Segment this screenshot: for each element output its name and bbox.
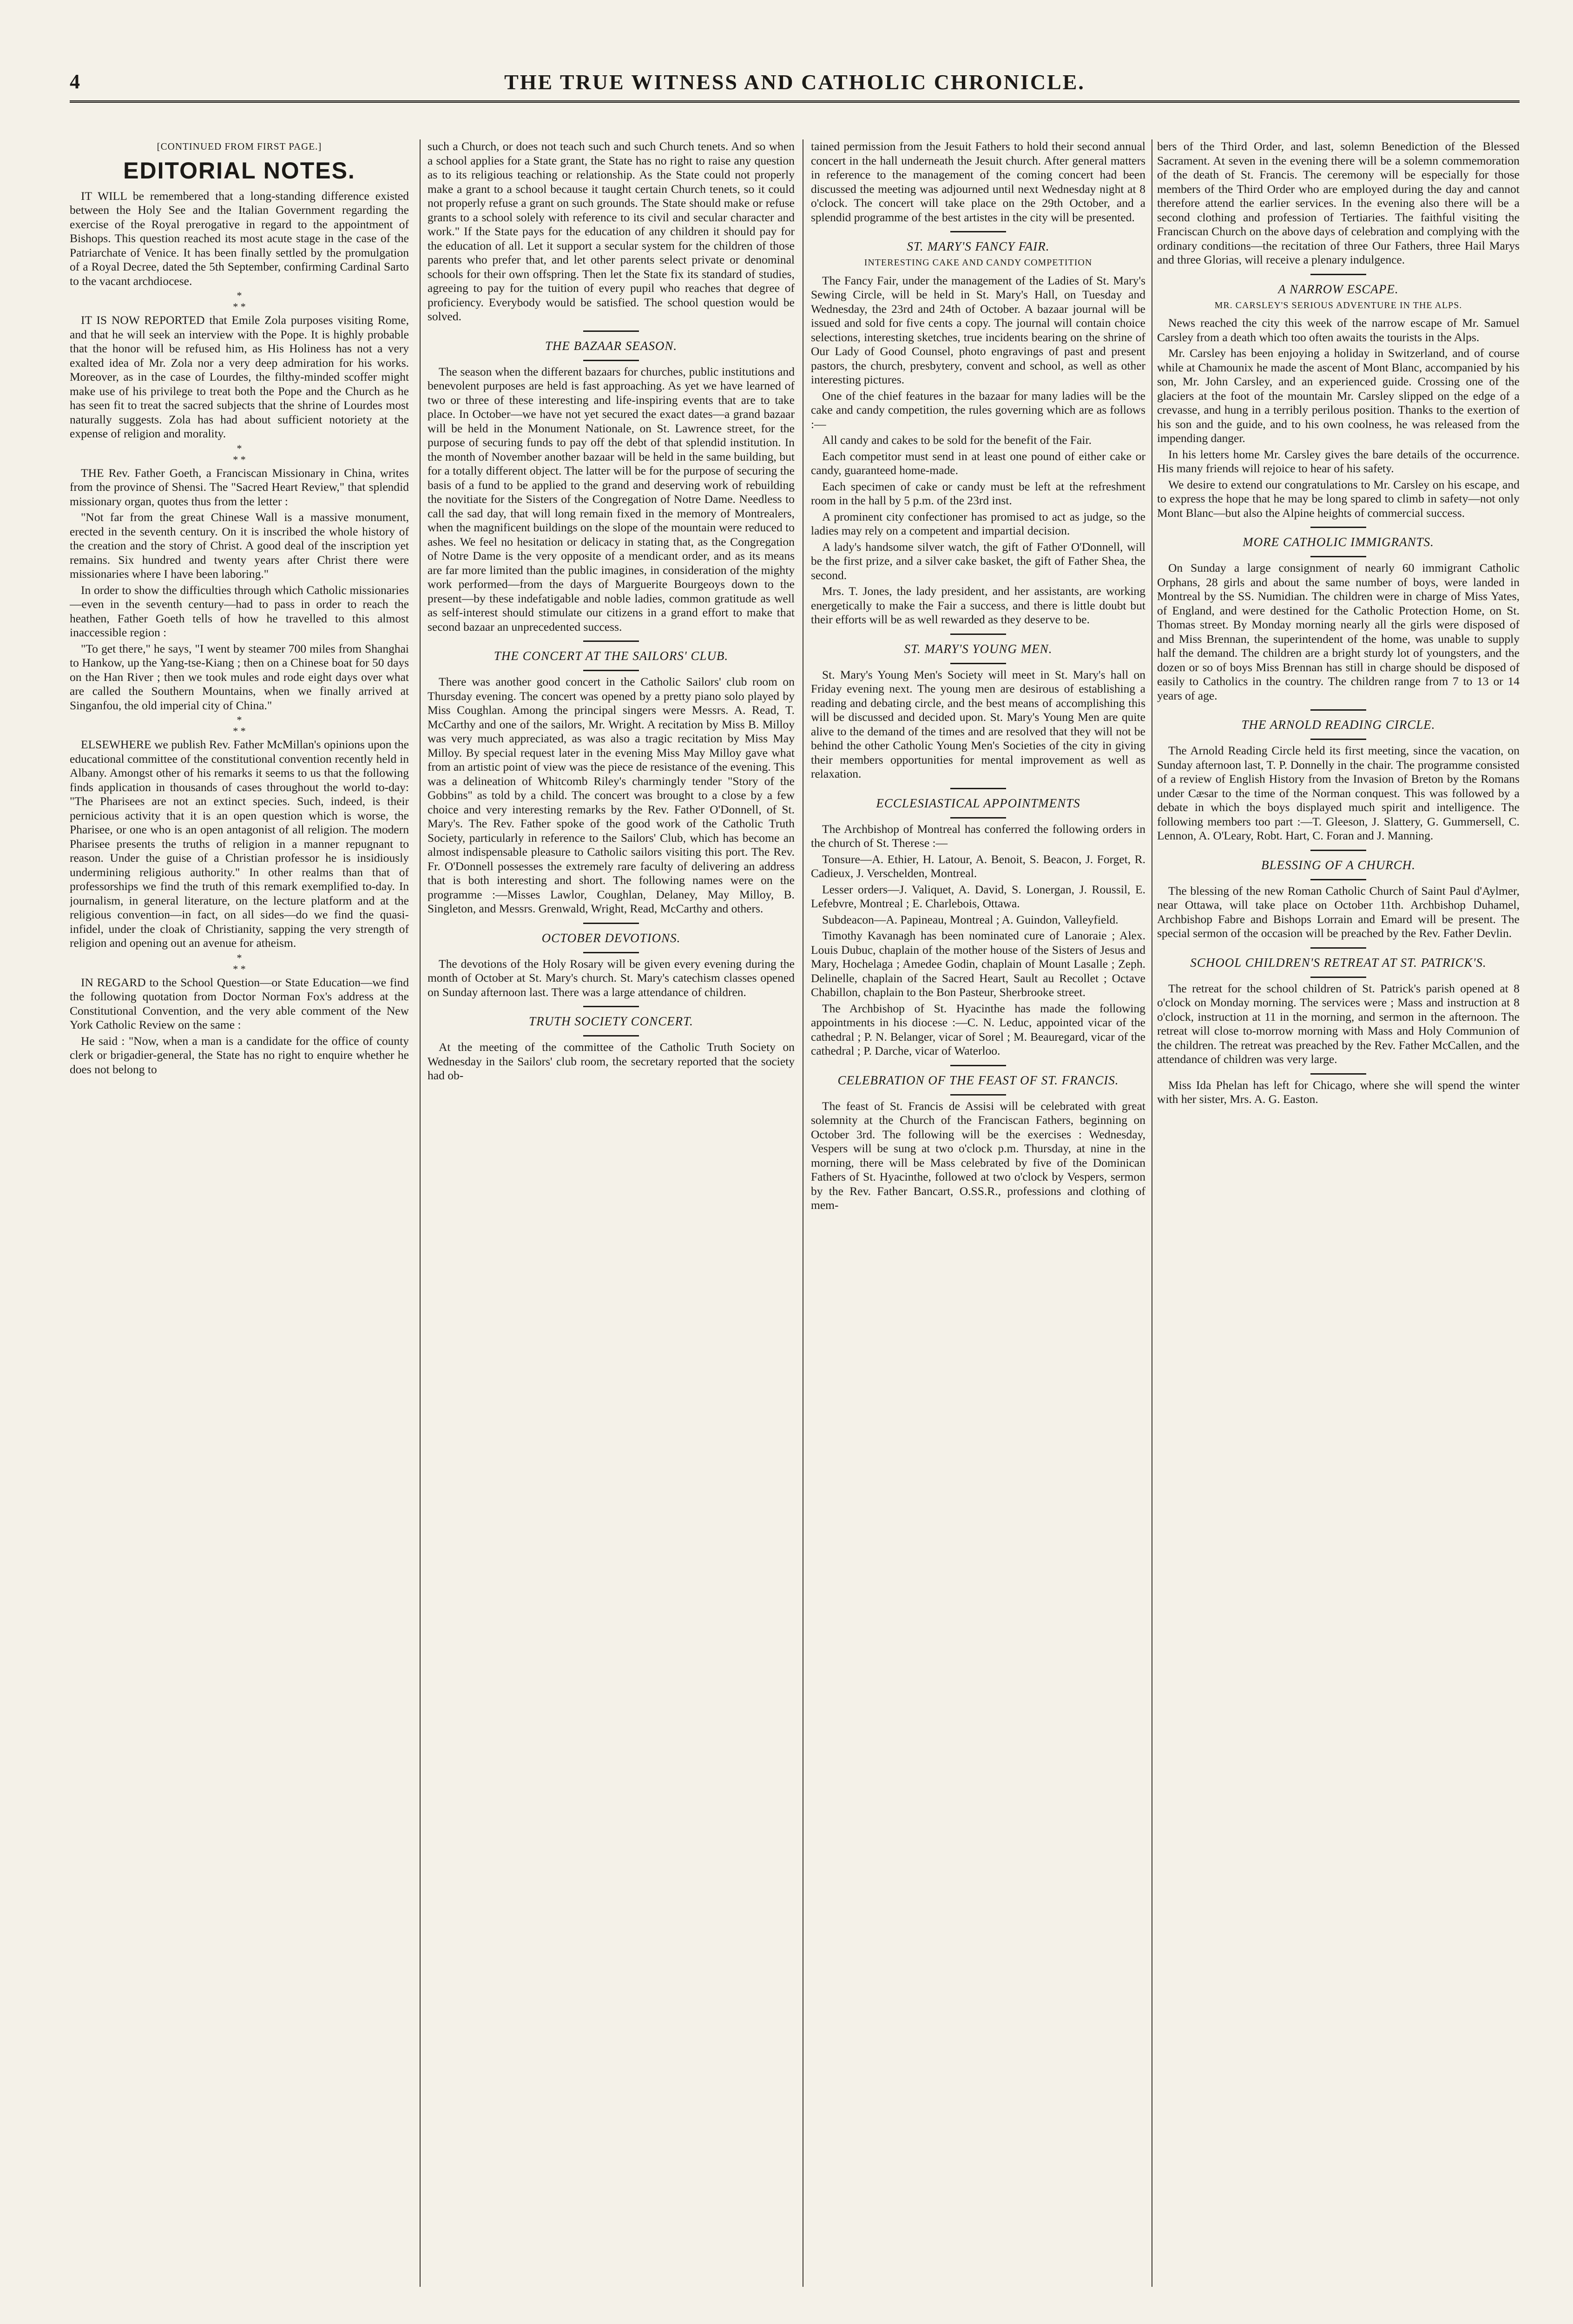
- section-divider: [583, 923, 639, 924]
- paragraph: All candy and cakes to be sold for the benefit of the Fair.: [822, 433, 1092, 447]
- section-divider: [583, 952, 639, 953]
- section-heading: OCTOBER DEVOTIONS.: [541, 931, 681, 945]
- section-heading: THE ARNOLD READING CIRCLE.: [1241, 718, 1435, 732]
- section-heading: TRUTH SOCIETY CONCERT.: [529, 1014, 693, 1028]
- paragraph: IT IS NOW REPORTED that Emile Zola purposes visiting Rome, and that he will seek an interview with the Pope. It is highly probable that the honor will be refused him, as His Holiness has not a very exalted idea of Mr. Zola nor a very deep admiration for his works. Moreover, as in the case of Lourdes, the filthy-minded scoffer might make use of his privilege to treat both the Pope and the Church as he has seen fit to treat the sacred subjects that the shrine of Lourdes most naturally suggests. Zola has had about sufficient notoriety at the expense of religion and morality.: [70, 313, 409, 440]
- paragraph: The Archbishop of St. Hyacinthe has made the following appointments in his diocese :—C. N. Leduc, appointed vicar of the cathedral ; P. N. Belanger, vicar of Sorel ; M. Beauregard, vicar of the cathedral ; P. Darche, vicar of Waterloo.: [811, 1001, 1145, 1057]
- paragraph: such a Church, or does not teach such and such Church tenets. And so when a school applies for a State grant, the State has no right to raise any question as to its religious teaching or relationship. As the State could not properly make a grant to a school because it taught certain Church tenets, so it could not properly refuse a grant on such grounds. The State should make or refuse grants to a school solely with reference to its civil and secular character and work." If the State pays for the education of any children it should pay for the education of all. Let it support a secular system for the children of those parents who prefer that, and let other parents select private or denominal schools for their own offspring. Then let the State fix its standard of studies, agreeing to pay for the tuition of every pupil who reaches that degree of proficiency. Everybody would be satisfied. The school question would be solved.: [428, 139, 795, 323]
- paragraph: Mr. Carsley has been enjoying a holiday in Switzerland, and of course while at Chamounix he made the ascent of Mont Blanc, accompanied by his son, Mr. John Carsley, and an experienced guide. Crossing one of the glaciers at the foot of the mountain Mr. Carsley slipped on the edge of a crevasse, and hung in a terribly perilous position. Thanks to the exertion of his son and the guide, and to his own coolness, he was released from the impending danger.: [1157, 346, 1520, 445]
- paragraph: THE Rev. Father Goeth, a Franciscan Missionary in China, writes from the province of Shensi. The "Sacred Heart Review," that splendid missionary organ, quotes thus from the letter :: [70, 466, 409, 508]
- section-heading: CELEBRATION OF THE FEAST OF ST. FRANCIS.: [837, 1073, 1119, 1087]
- paragraph: bers of the Third Order, and last, solemn Benediction of the Blessed Sacrament. At seven in the evening there will be a solemn commemoration of the death of St. Francis. The ceremony will be especially for those members of the Third Order who are employed during the day and cannot therefore attend the earlier services. In the evening also there will be a second clothing and profession of Tertiaries. The faithful visiting the Franciscan Church on the above days of celebration and complying with the ordinary conditions—the recitation of three Our Fathers, three Hail Marys and three Glorias, will receive a plenary indulgence.: [1157, 139, 1520, 266]
- paragraph: We desire to extend our congratulations to Mr. Carsley on his escape, and to express the hope that he may be long spared to climb in safety—not only Mont Blanc—but also the Alpine heights of commercial success.: [1157, 477, 1520, 520]
- paragraph: Mrs. T. Jones, the lady president, and her assistants, are working energetically to make the Fair a success, and there is little doubt but their efforts will be as well rewarded as they deserve to be.: [811, 584, 1145, 626]
- paragraph: One of the chief features in the bazaar for many ladies will be the cake and candy competition, the rules governing which are as follows :—: [811, 389, 1145, 431]
- asterism: * * *: [233, 951, 246, 975]
- column-2: [428, 139, 795, 2324]
- column-3: [811, 139, 1145, 2324]
- column-4: [1157, 139, 1520, 2324]
- paragraph: Lesser orders—J. Valiquet, A. David, S. Lonergan, J. Roussil, E. Lefebvre, Montreal ; E. Charlebois, Ottawa.: [811, 882, 1145, 910]
- section-divider: [1310, 850, 1366, 851]
- quotation: "To get there," he says, "I went by steamer 700 miles from Shanghai to Hankow, up the Yang-tse-Kiang ; then on a Chinese boat for 50 days on the Han River ; then we took mules and rode eight days over what are called the Southern Mountains, when we finally arrived at Singanfou, the old imperial city of China.": [70, 641, 409, 712]
- masthead: [70, 70, 1520, 102]
- quotation: "Not far from the great Chinese Wall is a massive monument, erected in the seventh century. On it is inscribed the whole history of the creation and the story of Christ. A good deal of the inscription yet remains. Six hundred and twenty years after Christ there were missionaries where I have been laboring.": [70, 510, 409, 581]
- section-heading: BLESSING OF A CHURCH.: [1261, 858, 1415, 872]
- paragraph: News reached the city this week of the narrow escape of Mr. Samuel Carsley from a death which too often awaits the tourists in the Alps.: [1157, 316, 1520, 344]
- paragraph: The feast of St. Francis de Assisi will be celebrated with great solemnity at the Church of the Franciscan Fathers, beginning on October 3rd. The following will be the exercises : Wednesday, Vespers will be sung at two o'clock p.m. Thursday, at nine in the morning, there will be Mass celebrated by five of the Dominican Fathers of St. Hyacinthe, followed at two o'clock by Vespers, sermon by the Rev. Father Bancart, O.SS.R., professions and clothing of mem-: [811, 1099, 1145, 1212]
- paragraph: Each specimen of cake or candy must be left at the refreshment room in the hall by 5 p.m. of the 23rd inst.: [811, 479, 1145, 507]
- paragraph: St. Mary's Young Men's Society will meet in St. Mary's hall on Friday evening next. The young men are desirous of establishing a reading and debating circle, and the best means of accomplishing this will be discussed and decided upon. St. Mary's Young Men are quite alive to the demand of the times and are resolved that they will not be behind the other Catholic Young Men's Societies of the city in giving their members opportunities for mental improvement as well as relaxation.: [811, 667, 1145, 780]
- page-number: 4: [70, 70, 80, 93]
- paragraph: Tonsure—A. Ethier, H. Latour, A. Benoit, S. Beacon, J. Forget, R. Cadieux, J. Verschelden, Montreal.: [811, 852, 1145, 880]
- section-divider: [1310, 947, 1366, 949]
- section-divider: [583, 360, 639, 361]
- paragraph: IN REGARD to the School Question—or State Education—we find the following quotation from Doctor Norman Fox's address at the Constitutional Convention, and the very able comment of the New York Catholic Review on the same :: [70, 975, 409, 1031]
- column-separator: [420, 139, 421, 2287]
- section-subheading: INTERESTING CAKE AND CANDY COMPETITION: [864, 257, 1093, 268]
- section-divider: [1310, 977, 1366, 978]
- section-heading: ECCLESIASTICAL APPOINTMENTS: [876, 796, 1080, 810]
- paragraph: In his letters home Mr. Carsley gives the bare details of the occurrence. His many friends will rejoice to hear of his safety.: [1157, 447, 1520, 475]
- paragraph: Timothy Kavanagh has been nominated cure of Lanoraie ; Alex. Louis Dubuc, chaplain of the mother house of the Sisters of Jesus and Mary, Hochelaga ; Amedee Godin, chaplain of Mount Lasalle ; Zeph. Delinelle, chaplain of the Sacred Heart, Sault au Recollet ; Octave Chabillon, chaplain to the Bon Pasteur, Sherbrooke street.: [811, 929, 1145, 999]
- paragraph: There was another good concert in the Catholic Sailors' club room on Thursday evening. The concert was opened by a pretty piano solo played by Miss Coughlan. Among the principal singers were Messrs. A. Read, T. McCarthy and one of the sailors, Mr. Wright. A recitation by Miss B. Milloy was very much appreciated, as was also a tragic recitation by Miss May Milloy. By special request later in the evening Miss May Milloy gave what from an artistic point of view was the piece de resistance of the evening. This was a delineation of Whitcomb Riley's charmingly tender "Story of the Gobbins" as told by a child. The concert was brought to a close by a few choice and very interesting remarks by the Rev. Father O'Donnell, of St. Mary's. The Rev. Father spoke of the good work of the Catholic Truth Society, particularly in reference to the Sailors' Club, which has become an almost indispensable pleasure to Catholic sailors visiting this port. The Rev. Fr. O'Donnell possesses the extremely rare faculty of delivering an address that is both interesting and short. The following names were on the programme :—Misses Lawlor, Coughlan, Delaney, May Milloy, B. Singleton, and Messrs. Grenwald, Wright, Read, McCarthy and others.: [428, 675, 795, 915]
- section-divider: [950, 634, 1006, 635]
- paragraph: The retreat for the school children of St. Patrick's parish opened at 8 o'clock on Monday morning. The services were ; Mass and instruction at 8 o'clock, instruction at 11 in the morning, and sermon in the afternoon. The retreat will close to-morrow morning with Mass and Holy Communion of the children. The retreat was preached by the Rev. Father McCallen, and the attendance of children was very large.: [1157, 981, 1520, 1066]
- section-heading: SCHOOL CHILDREN'S RETREAT AT ST. PATRICK'S.: [1190, 955, 1487, 970]
- section-heading: THE CONCERT AT THE SAILORS' CLUB.: [494, 649, 729, 663]
- paragraph: In order to show the difficulties through which Catholic missionaries—even in the seventh century—had to pass in order to reach the heathen, Father Goeth tells of how he travelled to this almost inaccessible region :: [70, 583, 409, 639]
- paragraph: On Sunday a large consignment of nearly 60 immigrant Catholic Orphans, 28 girls and about the same number of boys, were landed in Montreal by the SS. Numidian. The children were in charge of Miss Yates, of England, and were destined for the Catholic Protection Home, on St. Thomas street. By Monday morning nearly all the girls were disposed of and Miss Brennan, the superintendent of the home, was unable to supply half the demand. The children are a bright sturdy lot of youngsters, and the dozen or so of boys Miss Brennan has still in charge should be disposed of easily to Catholics in the country. The children range from 7 to 13 or 14 years of age.: [1157, 561, 1520, 702]
- paragraph: A prominent city confectioner has promised to act as judge, so the ladies may rely on a competent and impartial decision.: [811, 509, 1145, 537]
- section-divider: [950, 788, 1006, 789]
- paragraph: Each competitor must send in at least one pound of either cake or candy, guaranteed home-made.: [811, 449, 1145, 477]
- asterism: * * *: [233, 290, 246, 312]
- section-divider: [1310, 879, 1366, 880]
- paragraph: The devotions of the Holy Rosary will be given every evening during the month of October at St. Mary's church. St. Mary's catechism classes opened on Sunday afternoon last. There was a large attendance of children.: [428, 957, 795, 999]
- section-divider: [1310, 556, 1366, 557]
- section-divider: [583, 1035, 639, 1037]
- paragraph: At the meeting of the committee of the Catholic Truth Society on Wednesday in the Sailors' club room, the secretary reported that the society had ob-: [428, 1040, 795, 1082]
- section-divider: [1310, 1073, 1366, 1075]
- section-divider: [583, 670, 639, 671]
- section-divider: [1310, 274, 1366, 275]
- section-divider: [950, 663, 1006, 664]
- editorial-title: EDITORIAL NOTES.: [123, 157, 355, 184]
- paragraph: IT WILL be remembered that a long-standing difference existed between the Holy See and the Italian Government regarding the exercise of the Royal prerogative in regard to the appointment of Bishops. This question reached its most acute stage in the case of the Patriarchate of Venice. It has been finally settled by the promulgation of a Royal Decree, dated the 5th September, confirming Cardinal Sarto to the vacant archdiocese.: [70, 189, 409, 288]
- section-divider: [950, 1065, 1006, 1066]
- section-heading: ST. MARY'S FANCY FAIR.: [907, 239, 1050, 253]
- paragraph: He said : "Now, when a man is a candidate for the office of county clerk or brigadier-general, the State has no right to enquire whether he does not belong to: [70, 1034, 409, 1076]
- paragraph: ELSEWHERE we publish Rev. Father McMillan's opinions upon the educational committee of the constitutional convention recently held in Albany. Amongst other of his remarks it seems to us that the following finds application in thousands of cases throughout the world to-day: "The Pharisees are not an extinct species. Such, indeed, is their pernicious activity that it is an open question which is worse, the Pharisee, or one who is an open antagonist of all religion. The modern Pharisee presents the truths of religion in a manner repugnant to reason. Under the guise of a Christian professor he is insidiously undermining religious authority." In other realms than that of professorships we find the truth of this remark exemplified to-day. In journalism, in general literature, on the lecture platform and at the religious convention—in fact, on all sides—do we find the quasi-infidel, under the cloak of Christianity, sapping the very strength of religion and opening out an avenue for atheism.: [70, 738, 409, 950]
- section-divider: [950, 817, 1006, 819]
- paragraph: Subdeacon—A. Papineau, Montreal ; A. Guindon, Valleyfield.: [822, 912, 1119, 926]
- column-1: [70, 139, 409, 2324]
- section-subheading: MR. CARSLEY'S SERIOUS ADVENTURE IN THE ALPS.: [1214, 300, 1462, 310]
- section-heading: A NARROW ESCAPE.: [1278, 282, 1399, 296]
- paragraph: The blessing of the new Roman Catholic Church of Saint Paul d'Aylmer, near Ottawa, will take place on October 11th. Archbishop Duhamel, Archbishop Fabre and Bishops Lorrain and Emard will be present. The special sermon of the occasion will be preached by the Rev. Father Devlin.: [1157, 884, 1520, 940]
- paragraph: The Archbishop of Montreal has conferred the following orders in the church of St. Therese :—: [811, 822, 1145, 850]
- paragraph: tained permission from the Jesuit Fathers to hold their second annual concert in the hall underneath the Jesuit church. After general matters in reference to the management of the coming concert had been discussed the meeting was adjourned until next Wednesday night at 8 o'clock. The concert will take place on the 29th October, and a splendid programme of the best artistes in the city will be presented.: [811, 139, 1145, 224]
- paragraph: A lady's handsome silver watch, the gift of Father O'Donnell, will be the first prize, and a silver cake basket, the gift of Father Shea, the second.: [811, 540, 1145, 582]
- masthead-rule: [70, 100, 1520, 103]
- asterism: * * *: [233, 442, 246, 465]
- paragraph: The Fancy Fair, under the management of the Ladies of St. Mary's Sewing Circle, will be held in St. Mary's Hall, on Tuesday and Wednesday, the 23rd and 24th of October. A bazaar journal will be issued and sold for five cents a copy. The journal will contain choice selections, interesting sketches, true incidents bearing on the shrine of Our Lady of Good Counsel, photo engravings of past and present pastors, the church, presbytery, convent and school, as well as other interesting pictures.: [811, 273, 1145, 386]
- continued-note: [CONTINUED FROM FIRST PAGE.]: [157, 141, 322, 152]
- paragraph: The Arnold Reading Circle held its first meeting, since the vacation, on Sunday afternoon last, T. P. Donnelly in the chair. The programme consisted of a review of English History from the Invasion of Breton by the Romans under Cæsar to the time of the Norman conquest. This was followed by a debate in which the boys displayed much spirit and intelligence. The following members too part :—T. Gleeson, J. Slattery, G. Gummersell, C. Lennon, A. O'Leary, Robt. Hart, C. Foran and J. Manning.: [1157, 744, 1520, 842]
- section-divider: [950, 231, 1006, 232]
- section-divider: [950, 1094, 1006, 1096]
- section-heading: MORE CATHOLIC IMMIGRANTS.: [1243, 535, 1434, 549]
- section-divider: [583, 330, 639, 332]
- section-divider: [1310, 527, 1366, 528]
- paragraph: Miss Ida Phelan has left for Chicago, where she will spend the winter with her sister, Mrs. A. G. Easton.: [1157, 1078, 1520, 1106]
- asterism: * * *: [233, 714, 246, 737]
- section-heading: ST. MARY'S YOUNG MEN.: [904, 641, 1053, 656]
- section-divider: [583, 640, 639, 642]
- section-divider: [1310, 739, 1366, 740]
- paragraph: The season when the different bazaars for churches, public institutions and benevolent purposes are held is fast approaching. As yet we have learned of two or three of these interesting and life-inspiring events that are to take place. In October—we have not yet secured the exact dates—a grand bazaar will be held in the Monument Nationale, on St. Lawrence street, for the purpose of securing funds to pay off the debt of that splendid institution. In the month of November another bazaar will be held in the same building, but for a totally different object. The latter will be for the purpose of securing the basis of a fund to be applied to the grand and deserving work of rebuilding the novitiate for the Sisters of the Congregation of Notre Dame. Needless to call the sad day, that will long remain fixed in the memory of Montrealers, when the magnificent buildings on the slope of the mountain were reduced to ashes. We feel no hesitation or delicacy in stating that, as the Congregation of Notre Dame is the very opposite of a mendicant order, and as its means are far more limited than the public imagines, in consideration of the mighty work performed—from the days of Marguerite Bourgeoys down to the present—by these indefatigable and noble ladies, common gratitude as well as self-interest should stimulate our citizens in a grand effort to make that second bazaar an unprecedented success.: [428, 364, 795, 634]
- section-divider: [1310, 709, 1366, 711]
- newspaper-title: THE TRUE WITNESS AND CATHOLIC CHRONICLE.: [504, 70, 1085, 94]
- section-heading: THE BAZAAR SEASON.: [545, 338, 678, 353]
- section-divider: [583, 1006, 639, 1007]
